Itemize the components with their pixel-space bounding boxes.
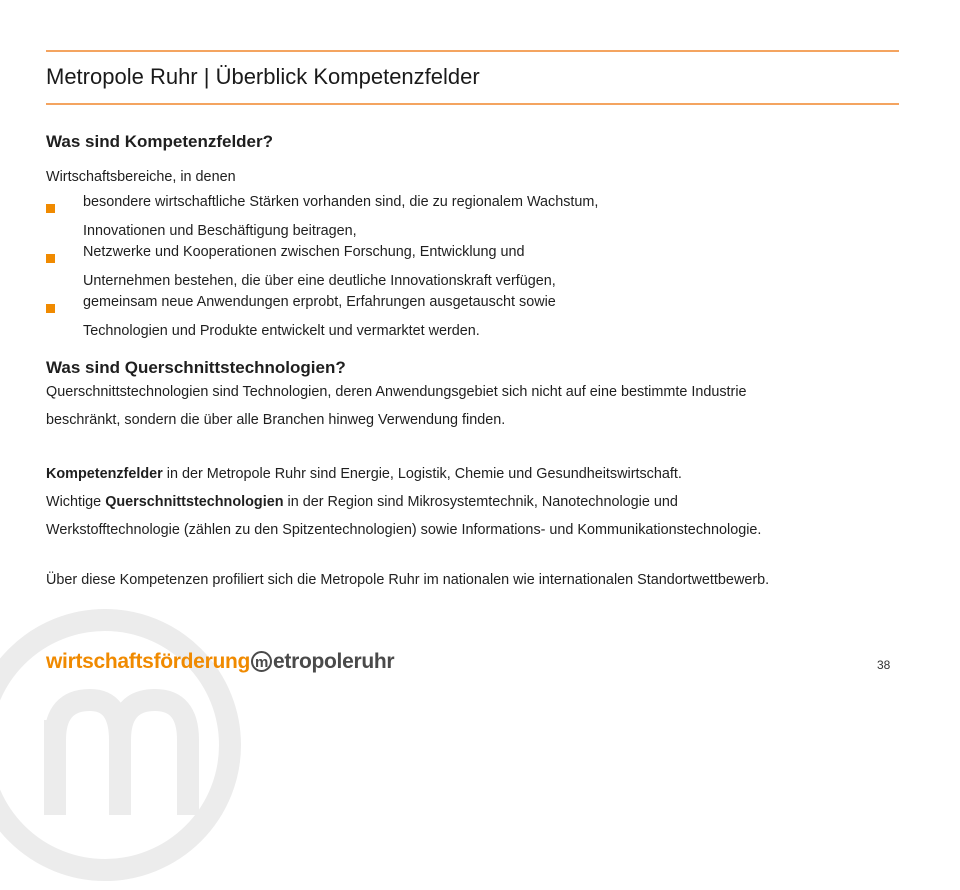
header-top-rule (46, 50, 899, 52)
bullet-line: gemeinsam neue Anwendungen erprobt, Erfahrungen ausgetauscht sowie (83, 294, 556, 310)
logo-m-circle-icon: m (251, 651, 272, 672)
summary-line-technologien (46, 488, 906, 516)
definition-line: Querschnittstechnologien sind Technologien, deren Anwendungsgebiet sich nicht auf eine bestimmte Industrie (46, 384, 747, 400)
bullet-item (46, 294, 906, 346)
summary-text: Wichtige (46, 494, 106, 510)
header-bottom-rule (46, 103, 899, 105)
summary-text: in der Metropole Ruhr sind Energie, Logistik, Chemie und Gesundheitswirtschaft. (162, 466, 682, 482)
bullet-list (46, 194, 906, 346)
definition-line: beschränkt, sondern die über alle Branchen hinweg Verwendung finden. (46, 412, 506, 428)
bullet-line: Unternehmen bestehen, die über eine deutliche Innovationskraft verfügen, (83, 273, 556, 289)
bullet-line: Innovationen und Beschäftigung beitragen, (83, 223, 357, 239)
watermark-m-logo (0, 600, 250, 890)
square-bullet-icon (46, 304, 55, 313)
bullet-line: Netzwerke und Kooperationen zwischen Forschung, Entwicklung und (83, 244, 525, 260)
bold-term: Kompetenzfelder (46, 466, 163, 482)
logo-text-part2: etropoleruhr (273, 650, 395, 673)
closing-line: Über diese Kompetenzen profiliert sich die Metropole Ruhr im nationalen wie internationalen Standortwettbewerb. (46, 572, 770, 588)
page-title: Metropole Ruhr | Überblick Kompetenzfelder (46, 64, 480, 89)
square-bullet-icon (46, 254, 55, 263)
wirtschaftsfoerderung-logo (46, 650, 394, 674)
summary-line-kompetenzfelder (46, 460, 906, 488)
page-number: 38 (877, 658, 891, 672)
bullet-line: besondere wirtschaftliche Stärken vorhanden sind, die zu regionalem Wachstum, (83, 194, 599, 210)
section-heading-kompetenzfelder: Was sind Kompetenzfelder? (46, 132, 274, 151)
section-heading-querschnittstechnologien: Was sind Querschnittstechnologien? (46, 358, 346, 377)
section-intro: Wirtschaftsbereiche, in denen (46, 169, 236, 185)
bold-term: Querschnittstechnologien (105, 494, 284, 510)
bullet-line: Technologien und Produkte entwickelt und vermarktet werden. (83, 323, 480, 339)
square-bullet-icon (46, 204, 55, 213)
summary-line: Werkstofftechnologie (zählen zu den Spitzentechnologien) sowie Informations- und Kommunikationstechnologie. (46, 522, 762, 538)
logo-text-part1: wirtschaftsförderung (46, 650, 251, 673)
main-content (46, 132, 906, 594)
summary-text: in der Region sind Mikrosystemtechnik, Nanotechnologie und (283, 494, 678, 510)
